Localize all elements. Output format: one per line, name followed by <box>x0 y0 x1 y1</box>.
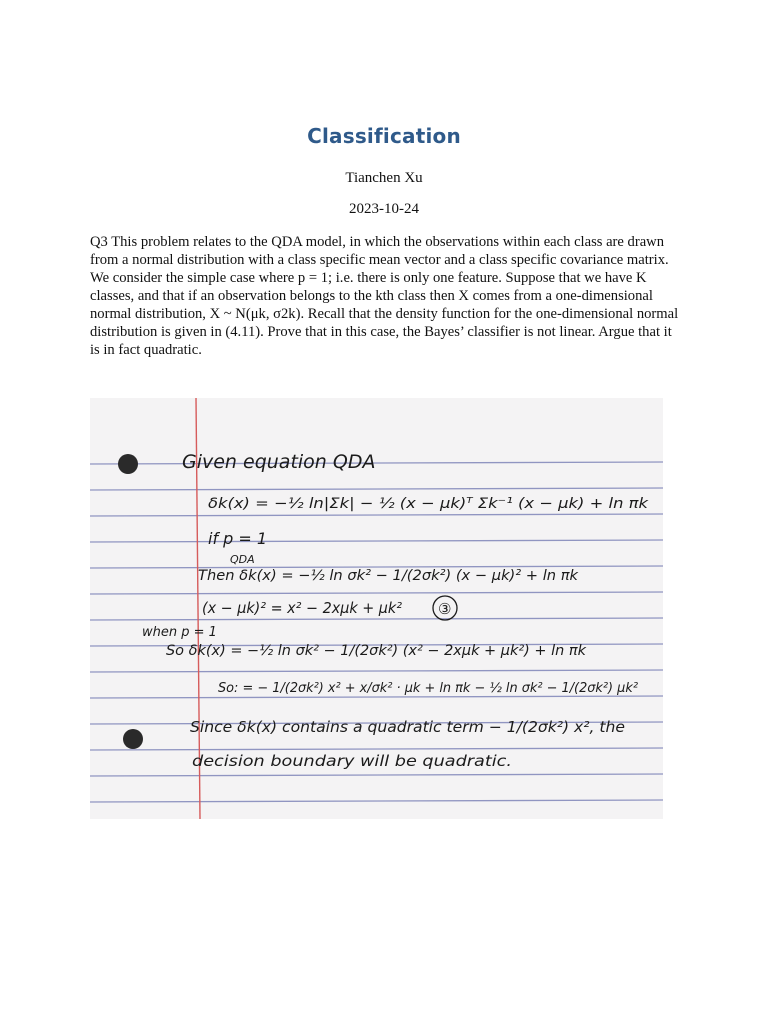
question-text: Q3 This problem relates to the QDA model, in which the observations within each class are drawn from a normal distribution with a class specific mean vector and a class specific covariance matrix. We consider the simple case where p = 1; i.e. there is only one feature. Suppose that we have K classes, and that if an observation belongs to the kth class then X comes from a one-dimensional normal distribution, X ~ N(μk, σ2k). Recall that the density function for the one-dimensional normal distribution is given in (4.11). Prove that in this case, the Bayes’ classifier is not linear. Argue that it is in fact quadratic. <box>90 234 679 358</box>
handwritten-line: when p = 1 <box>142 625 217 640</box>
punch-hole <box>118 454 138 474</box>
handwritten-line: if p = 1 <box>208 529 268 548</box>
handwritten-line: So δk(x) = −½ ln σk² − 1/(2σk²) (x² − 2xμk + μk²) + ln πk <box>166 643 587 659</box>
handwritten-line: ③ <box>438 600 452 618</box>
handwritten-line: δk(x) = −½ ln|Σk| − ½ (x − μk)ᵀ Σk⁻¹ (x − μk) + ln πk <box>208 496 649 512</box>
document-title: Classification <box>307 124 461 148</box>
handwritten-line: Given equation QDA <box>182 451 376 473</box>
document-date: 2023-10-24 <box>349 201 419 217</box>
handwritten-line: decision boundary will be quadratic. <box>192 752 512 770</box>
notebook-paper <box>90 398 663 819</box>
handwritten-notes-photo <box>90 398 663 819</box>
handwritten-line: Since δk(x) contains a quadratic term − 1/(2σk²) x², the <box>190 718 625 736</box>
handwritten-line: Then δk(x) = −½ ln σk² − 1/(2σk²) (x − μk)² + ln πk <box>198 568 579 584</box>
handwritten-line: (x − μk)² = x² − 2xμk + μk² <box>202 599 402 617</box>
author-name: Tianchen Xu <box>345 170 423 186</box>
handwritten-line: QDA <box>230 553 255 566</box>
handwritten-line: So: = − 1/(2σk²) x² + x/σk² · μk + ln πk − ½ ln σk² − 1/(2σk²) μk² <box>218 680 639 696</box>
punch-hole <box>123 729 143 749</box>
